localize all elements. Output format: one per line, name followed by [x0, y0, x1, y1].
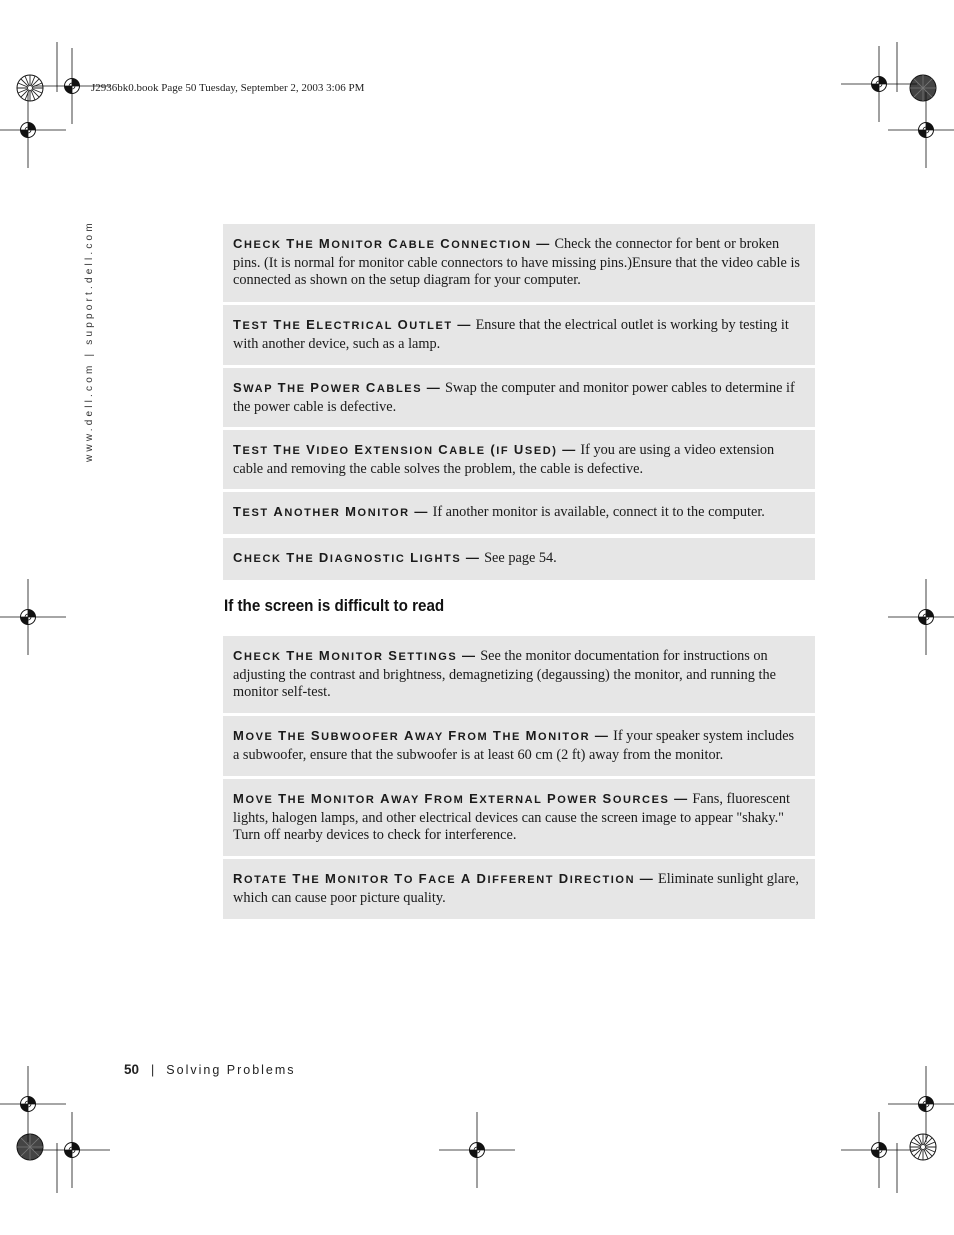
tip-text: Fans, fluorescent lights, halogen lamps, and other electrical devices can cause the screen image to appear "shaky." Turn off nearby devices to check for interference. — [233, 791, 790, 843]
tip-rotate-monitor — [223, 859, 815, 919]
tip-extension-cable — [223, 430, 815, 489]
tip-text: Eliminate sunlight glare, which can cause poor picture quality. — [233, 871, 799, 906]
tip-subwoofer — [223, 716, 815, 776]
tip-swap-cables — [223, 368, 815, 427]
side-url: www.dell.com | support.dell.com — [84, 220, 95, 462]
tip-diagnostic-lights — [223, 538, 815, 580]
tip-lead: TEST ANOTHER MONITOR — — [233, 504, 429, 519]
tip-text: If another monitor is available, connect it to the computer. — [429, 504, 765, 520]
chapter-title: Solving Problems — [166, 1063, 296, 1077]
tip-lead: SWAP THE POWER CABLES — — [233, 380, 442, 395]
tip-text: Ensure that the electrical outlet is working by testing it with another device, such as a lamp. — [233, 317, 789, 352]
tip-test-outlet — [223, 305, 815, 365]
tip-lead: TEST THE ELECTRICAL OUTLET — — [233, 317, 472, 332]
tip-power-sources — [223, 779, 815, 856]
tip-lead: MOVE THE MONITOR AWAY FROM EXTERNAL POWER SOURCES — — [233, 791, 689, 806]
tip-lead: TEST THE VIDEO EXTENSION CABLE (IF USED) — — [233, 442, 577, 457]
footer-separator: | — [151, 1063, 155, 1077]
tip-monitor-settings — [223, 636, 815, 713]
tip-another-monitor — [223, 492, 815, 534]
tip-lead: CHECK THE MONITOR SETTINGS — — [233, 648, 477, 663]
tip-text: Check the connector for bent or broken pins. (It is normal for monitor cable connectors to have missing pins.)Ensure that the video cable is connected as shown on the setup diagram for your computer. — [233, 236, 800, 288]
tip-text: If your speaker system includes a subwoofer, ensure that the subwoofer is at least 60 cm (2 ft) away from the monitor. — [233, 728, 795, 763]
tip-text: Swap the computer and monitor power cables to determine if the power cable is defective. — [233, 380, 795, 415]
tip-lead: CHECK THE MONITOR CABLE CONNECTION — — [233, 236, 551, 251]
tip-text: See the monitor documentation for instructions on adjusting the contrast and brightness, demagnetizing (degaussing) the monitor, and running the monitor self-test. — [233, 648, 776, 700]
section-heading: If the screen is difficult to read — [224, 597, 445, 615]
page-number: 50 — [124, 1062, 140, 1077]
print-header: J2936bk0.book Page 50 Tuesday, September 2, 2003 3:06 PM — [91, 82, 365, 94]
tip-text: See page 54. — [480, 550, 557, 566]
tip-lead: MOVE THE SUBWOOFER AWAY FROM THE MONITOR — — [233, 728, 610, 743]
tip-lead: CHECK THE DIAGNOSTIC LIGHTS — — [233, 550, 481, 565]
tip-check-cable — [223, 224, 815, 302]
page-footer — [124, 1062, 296, 1077]
tip-lead: ROTATE THE MONITOR TO FACE A DIFFERENT DIRECTION — — [233, 871, 655, 886]
tip-text: If you are using a video extension cable and removing the cable solves the problem, the cable is defective. — [233, 442, 775, 477]
